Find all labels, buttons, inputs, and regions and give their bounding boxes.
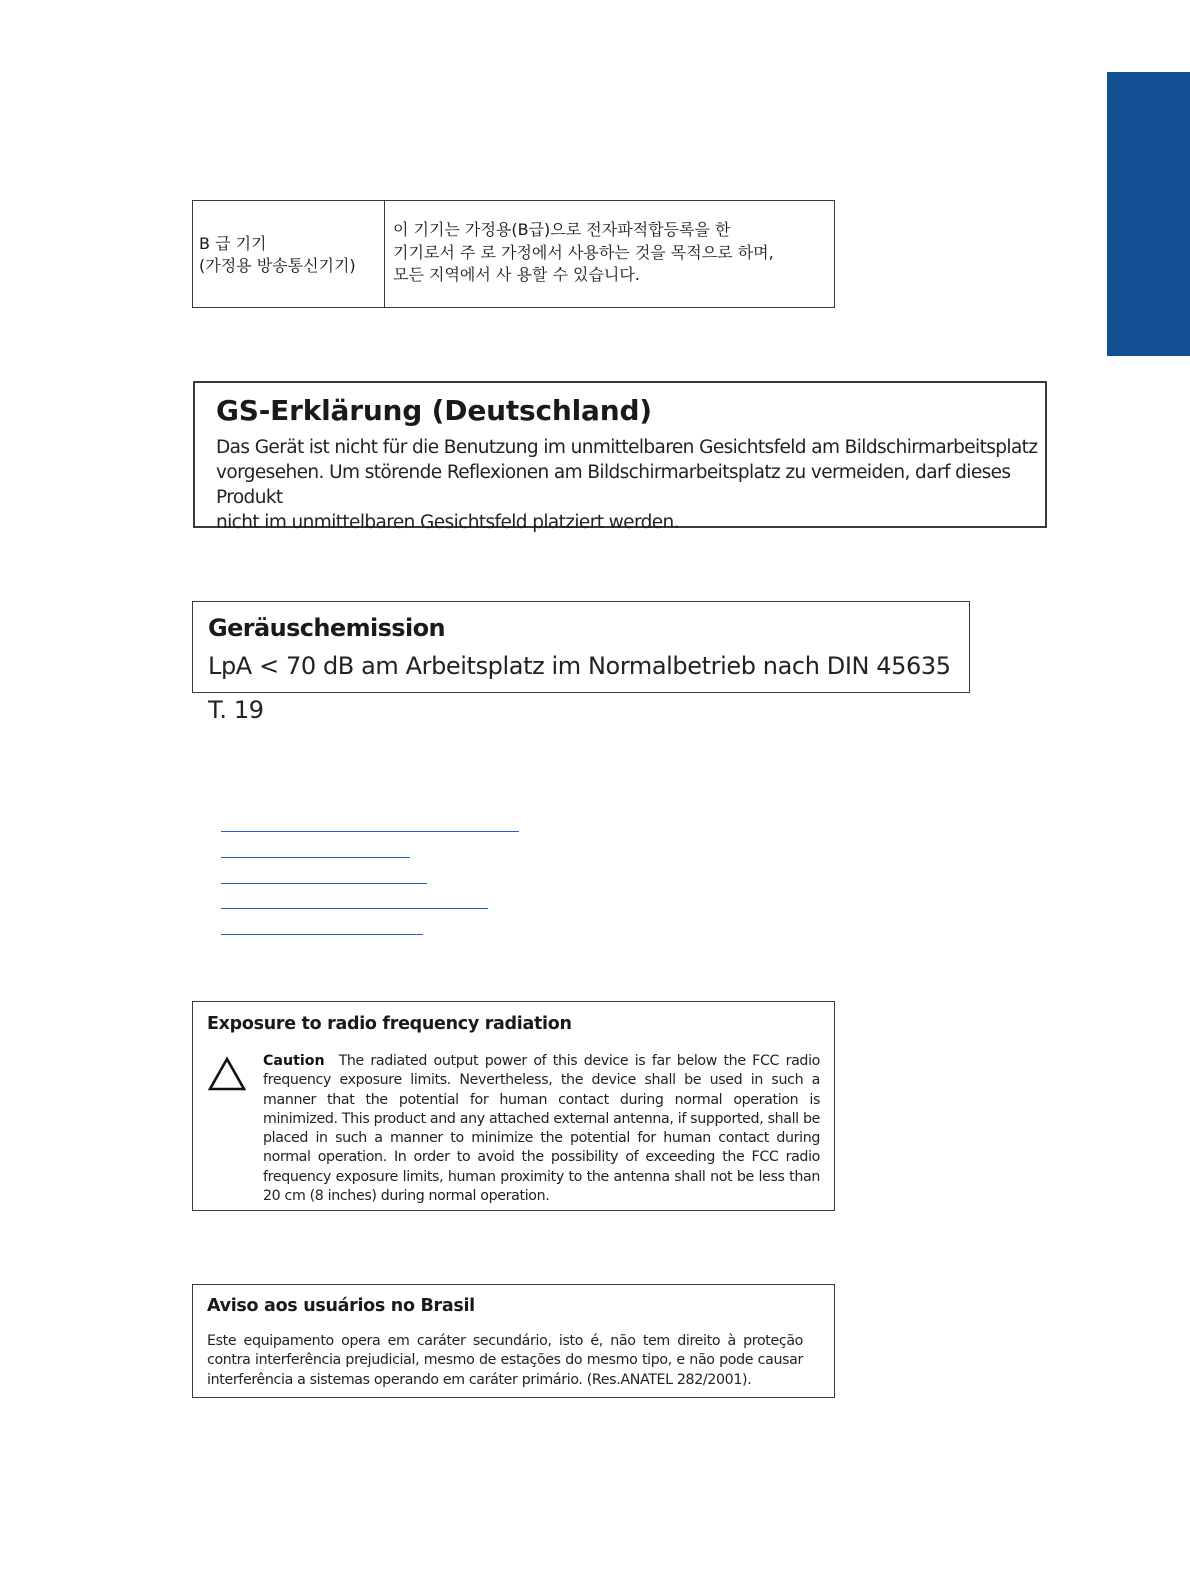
caution-label: Caution [263,1053,325,1069]
link-2[interactable] [221,857,410,858]
rf-exposure-body: The radiated output power of this device is far below the FCC radio frequency exposure limits. Nevertheless, the device shall be used in such a manner that the potential for human contact during normal operation is minimized. This product and any attached external antenna, if supported, shall be placed in such a manner to minimize the potential for human contact during normal operation. In order to avoid the possibility of exceeding the FCC radio frequency exposure limits, human proximity to the antenna shall not be less than 20 cm (8 inches) during normal operation. [263,1053,820,1205]
gs-statement-title: GS-Erklärung (Deutschland) [216,394,652,427]
brazil-notice-box [192,1284,835,1398]
rf-exposure-title: Exposure to radio frequency radiation [207,1014,572,1034]
section-side-tab [1107,72,1190,356]
gs-statement-box [193,381,1047,533]
noise-emission-text: LpA < 70 dB am Arbeitsplatz im Normalbetrieb nach DIN 45635 T. 19 [208,652,951,724]
rf-exposure-box [192,1001,835,1211]
link-5[interactable] [221,934,423,935]
noise-emission-title: Geräuschemission [208,614,445,642]
link-1[interactable] [221,831,519,832]
korean-emc-notice [192,200,835,308]
warning-triangle-icon [207,1052,263,1206]
korean-notice-text: 이 기기는 가정용(B급)으로 전자파적합등록을 한 기기로서 주 로 가정에서 사용하는 것을 목적으로 하며, 모든 지역에서 사 용할 수 있습니다. [393,220,774,284]
brazil-notice-title: Aviso aos usuários no Brasil [207,1296,475,1316]
korean-device-class: B 급 기기 (가정용 방송통신기기) [193,201,385,307]
link-4[interactable] [221,908,488,909]
rf-exposure-text [263,1052,820,1206]
link-3[interactable] [221,883,427,884]
brazil-notice-text: Este equipamento opera em caráter secundário, isto é, não tem direito à proteção contra interferência prejudicial, mesmo de estações do mesmo tipo, e não pode causar interferência a sistemas operando em caráter primário. (Res.ANATEL 282/2001). [207,1333,803,1388]
gs-statement-text: Das Gerät ist nicht für die Benutzung im unmittelbaren Gesichtsfeld am Bildschirmarbeitsplatz vorgesehen. Um störende Reflexionen am Bildschirmarbeitsplatz zu vermeiden, darf dieses Produkt nicht im unmittelbaren Gesichtsfeld platziert werden. [216,437,1038,533]
noise-emission-box [192,601,970,724]
